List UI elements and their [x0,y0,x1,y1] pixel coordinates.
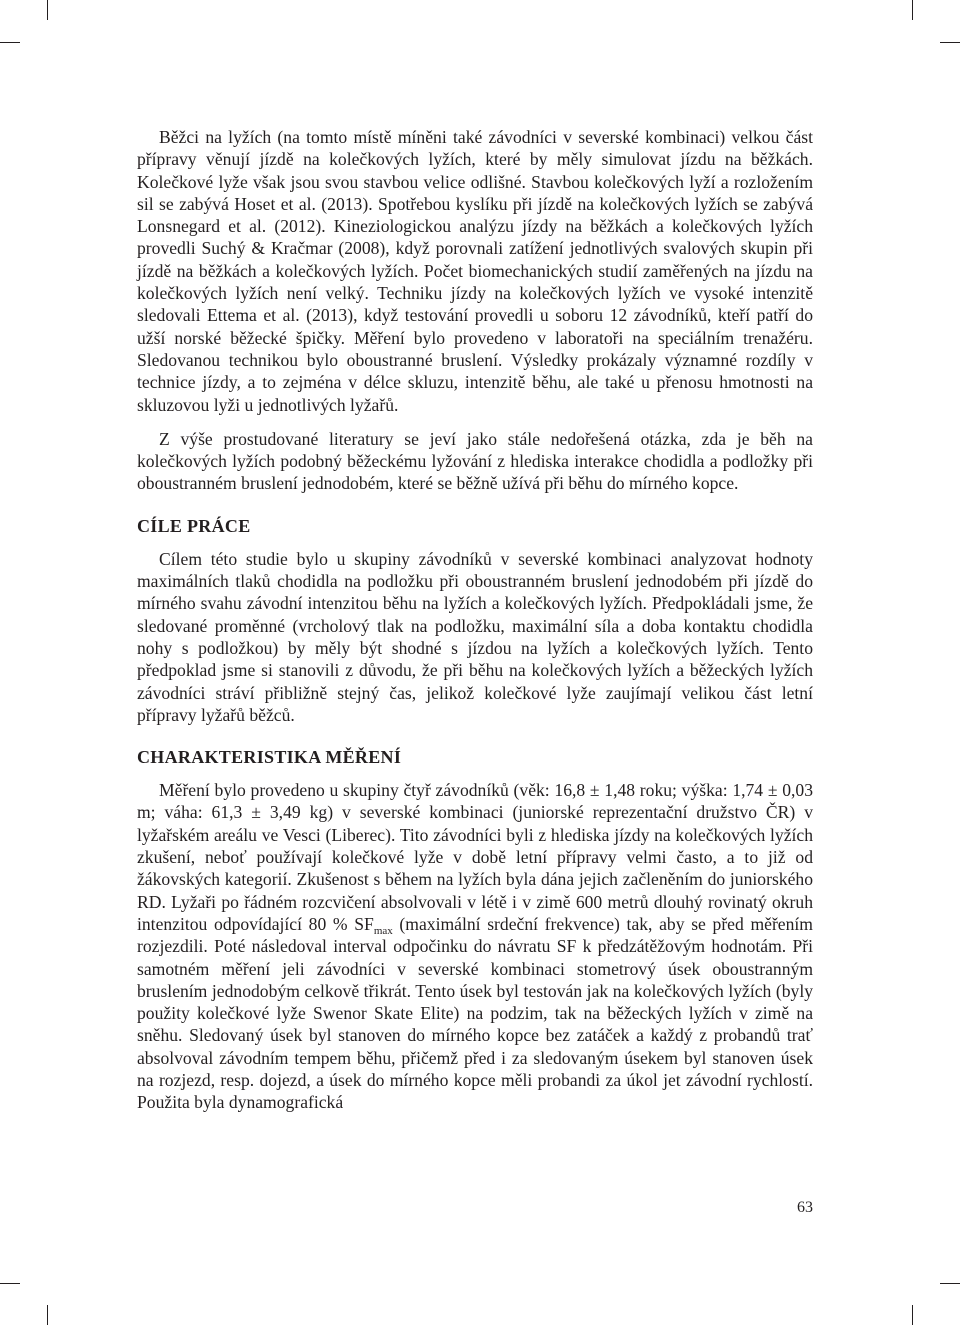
crop-mark [912,0,913,20]
paragraph-literature-review: Běžci na lyžích (na tomto místě míněni také závodníci v severské kombinaci) velkou část přípravy věnují jízdě na kolečkových lyžích, které by měly simulovat jízdu na běžkách. Kolečkové lyže však jsou svou stavbou velice odlišné. Stavbou kolečkových lyží a rozložením sil se zabývá Hoset et al. (2013). Spotřebou kyslíku při jízdě na kolečkových lyžích se zabývá Lonsnegard et al. (2012). Kineziologickou analýzu jízdy na běžkách a kolečkových lyžích provedli Suchý & Kračmar (2008), když porovnali zatížení jednotlivých svalových skupin při jízdě na běžkách a kolečkových lyžích. Počet biomechanických studií zaměřených na jízdu na kolečkových lyžích není velký. Techniku jízdy na kolečkových lyžích ve vysoké intenzitě sledovali Ettema et al. (2013), když testování provedli u soboru 12 závodníků, kteří patří do užší norské běžecké špičky. Měření bylo provedeno v laboratoři na speciálním trenažéru. Sledovanou technikou bylo oboustranné bruslení. Výsledky prokázaly významné rozdíly v technice jízdy, a to zejména v délce skluzu, intenzitě běhu, ale také u přenosu hmotnosti na skluzovou lyži u jednotlivých lyžařů. [137,127,813,415]
paragraph-measurement [137,779,813,1113]
crop-mark [0,1283,20,1284]
crop-mark [940,1283,960,1284]
crop-mark [47,0,48,20]
crop-mark [0,42,20,43]
page-number: 63 [797,1199,813,1216]
subscript-max: max [373,924,393,937]
section-heading-goals: CÍLE PRÁCE [137,515,251,536]
paragraph-goals: Cílem této studie bylo u skupiny závodníků v severské kombinaci analyzovat hodnoty maximálních tlaků chodidla na podložku při oboustranném bruslení jednodobém při jízdě do mírného svahu závodní intenzitou běhu na lyžích a kolečkových lyžích. Předpokládali jsme, že sledované proměnné (vrcholový tlak na podložku, maximální síla a doba kontaktu chodidla nohy s podložkou) by měly být shodné s jízdou na lyžích a kolečkových lyžích. Tento předpoklad jsme si stanovili z důvodu, že při běhu na kolečkových lyžích a běžeckých lyžích závodníci stráví přibližně stejný čas, jelikož kolečkové lyže zaujímají velikou část letní přípravy lyžařů běžců. [137,548,813,725]
section-heading-measurement: CHARAKTERISTIKA MĚŘENÍ [137,747,402,768]
page-body [137,126,813,1114]
crop-mark [912,1305,913,1325]
paragraph-measurement-part2: (maximální srdeční frekvence) tak, aby se před měřením rozjezdili. Poté následoval interval odpočinku do návratu SF k předzátěžovým hodnotám. Při samotném měření jeli závodníci v severské kombinaci stometrový úsek oboustranným bruslením jednodobým celkově třikrát. Tento úsek byl testován jak na kolečkových lyžích (byly použity kolečkové lyže Swenor Skate Elite) na podzim, tak na běžeckých lyžích v zimě na sněhu. Sledovaný úsek byl stanoven do mírného kopce bez zatáček a každý z probandů trať absolvoval závodním tempem běhu, přičemž před i za sledovaným úsekem byl stanoven úsek na rozjezd, resp. dojezd, a úsek do mírného kopce měli probandi za úkol jet závodní rychlostí. Použita byla dynamografická [137,913,813,1113]
paragraph-measurement-part1: Měření bylo provedeno u skupiny čtyř závodníků (věk: 16,8 ± 1,48 roku; výška: 1,74 ± 0,03 m; váha: 61,3 ± 3,49 kg) v severské kombinaci (juniorské reprezentační družstvo ČR) v lyžařském areálu ve Vesci (Liberec). Tito závodníci byli z hlediska jízdy na kolečkových lyžích zkušení, neboť používají kolečkové lyže v době letní přípravy velmi často, a to již od žákovských kategorií. Zkušenost s během na lyžích byla dána jejich začleněním do juniorského RD. Lyžaři po řádném rozcvičení absolvovali v létě i v zimě 600 metrů dlouhý rovinatý okruh intenzitou odpovídající 80 % SF [137,780,813,934]
crop-mark [940,42,960,43]
paragraph-research-question: Z výše prostudované literatury se jeví jako stále nedořešená otázka, zda je běh na kolečkových lyžích podobný běžeckému lyžování z hlediska interakce chodidla a podložky při oboustranném bruslení jednodobém, které se běžně užívá při běhu do mírného kopce. [137,428,813,494]
crop-mark [47,1305,48,1325]
